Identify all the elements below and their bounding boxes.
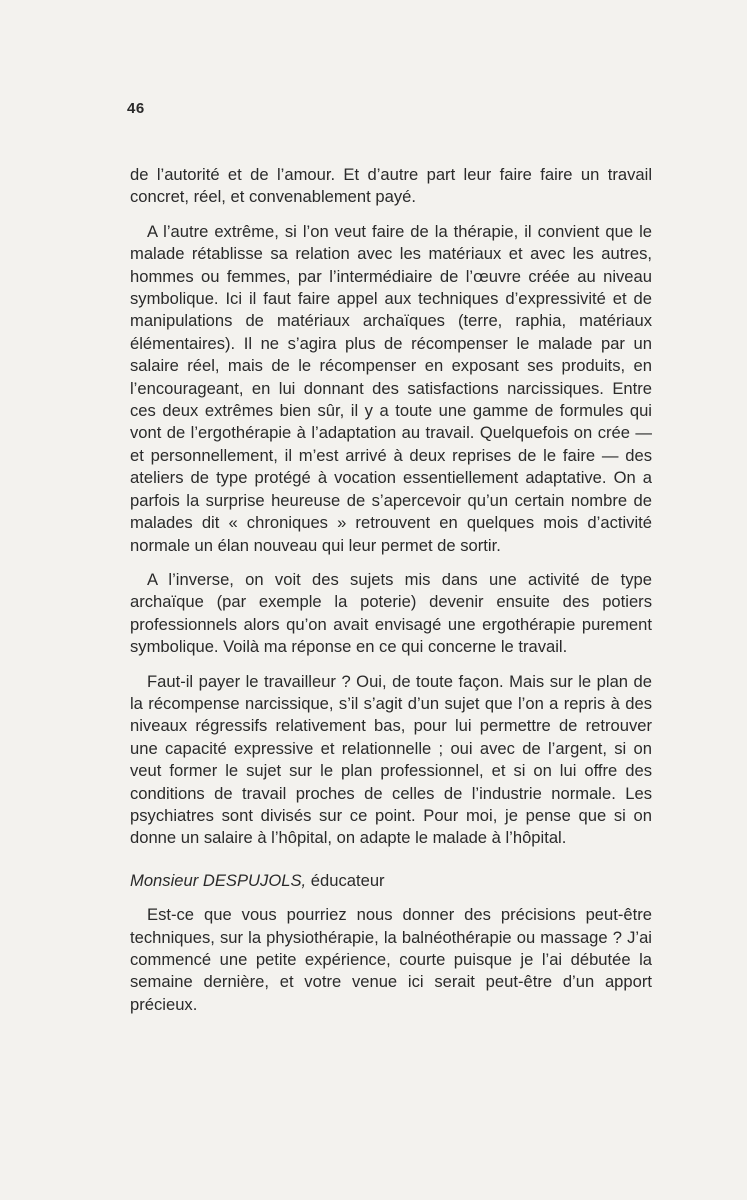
paragraph-3: A l’inverse, on voit des sujets mis dans une activité de type archaïque (par exemple la poterie) devenir ensuite des potiers professionnels alors qu’on avait envisagé une ergothérapie purement symbolique. Voilà ma réponse en ce qui concerne le travail.: [130, 569, 652, 657]
speaker-role: éducateur: [310, 870, 385, 890]
paragraph-4: Faut-il payer le travailleur ? Oui, de toute façon. Mais sur le plan de la récompense narcissique, s’il s’agit d’un sujet que l’on a repris à des niveaux régressifs relativement bas, pour lui permettre de retrouver une capacité expressive et relationnelle ; oui avec de l’argent, si on veut former le sujet sur le plan professionnel, et si on lui offre des conditions de travail proches de celles de l’industrie normale. Les psychiatres sont divisés sur ce point. Pour moi, je pense que si on donne un salaire à l’hôpital, on adapte le malade à l’hôpital.: [130, 671, 652, 848]
page-number: 46: [127, 100, 145, 117]
body-text: [130, 164, 652, 1028]
paragraph-1: de l’autorité et de l’amour. Et d’autre part leur faire faire un travail concret, réel, et convenablement payé.: [130, 165, 652, 207]
speaker-heading: [130, 870, 652, 892]
question-paragraph: Est-ce que vous pourriez nous donner des précisions peut-être techniques, sur la physiothérapie, la balnéothérapie ou massage ? J’ai commencé une petite expérience, courte puisque je l’ai débutée la semaine dernière, et votre venue ici serait peut-être d’un apport précieux.: [130, 905, 652, 1014]
paragraph-2: A l’autre extrême, si l’on veut faire de la thérapie, il convient que le malade rétablisse sa relation avec les matériaux et avec les autres, hommes ou femmes, par l’intermédiaire de l’œuvre créée au niveau symbolique. Ici il faut faire appel aux techniques d’expressivité et de manipulations de matériaux archaïques (terre, raphia, matériaux élémentaires). Il ne s’agira plus de récompenser le malade par un salaire réel, mais de le récompenser en exposant ses produits, en l’encourageant, en lui donnant des satisfactions narcissiques. Entre ces deux extrêmes bien sûr, il y a toute une gamme de formules qui vont de l’ergothérapie à l’adaptation au travail. Quelquefois on crée — et personnellement, il m’est arrivé à deux reprises de le faire — des ateliers de type protégé à vocation essentiellement adaptative. On a parfois la surprise heureuse de s’apercevoir qu’un certain nombre de malades dit « chroniques » retrouvent en quelques mois d’activité normale un élan nouveau qui leur permet de sortir.: [130, 221, 652, 555]
speaker-name: Monsieur DESPUJOLS,: [130, 870, 307, 890]
